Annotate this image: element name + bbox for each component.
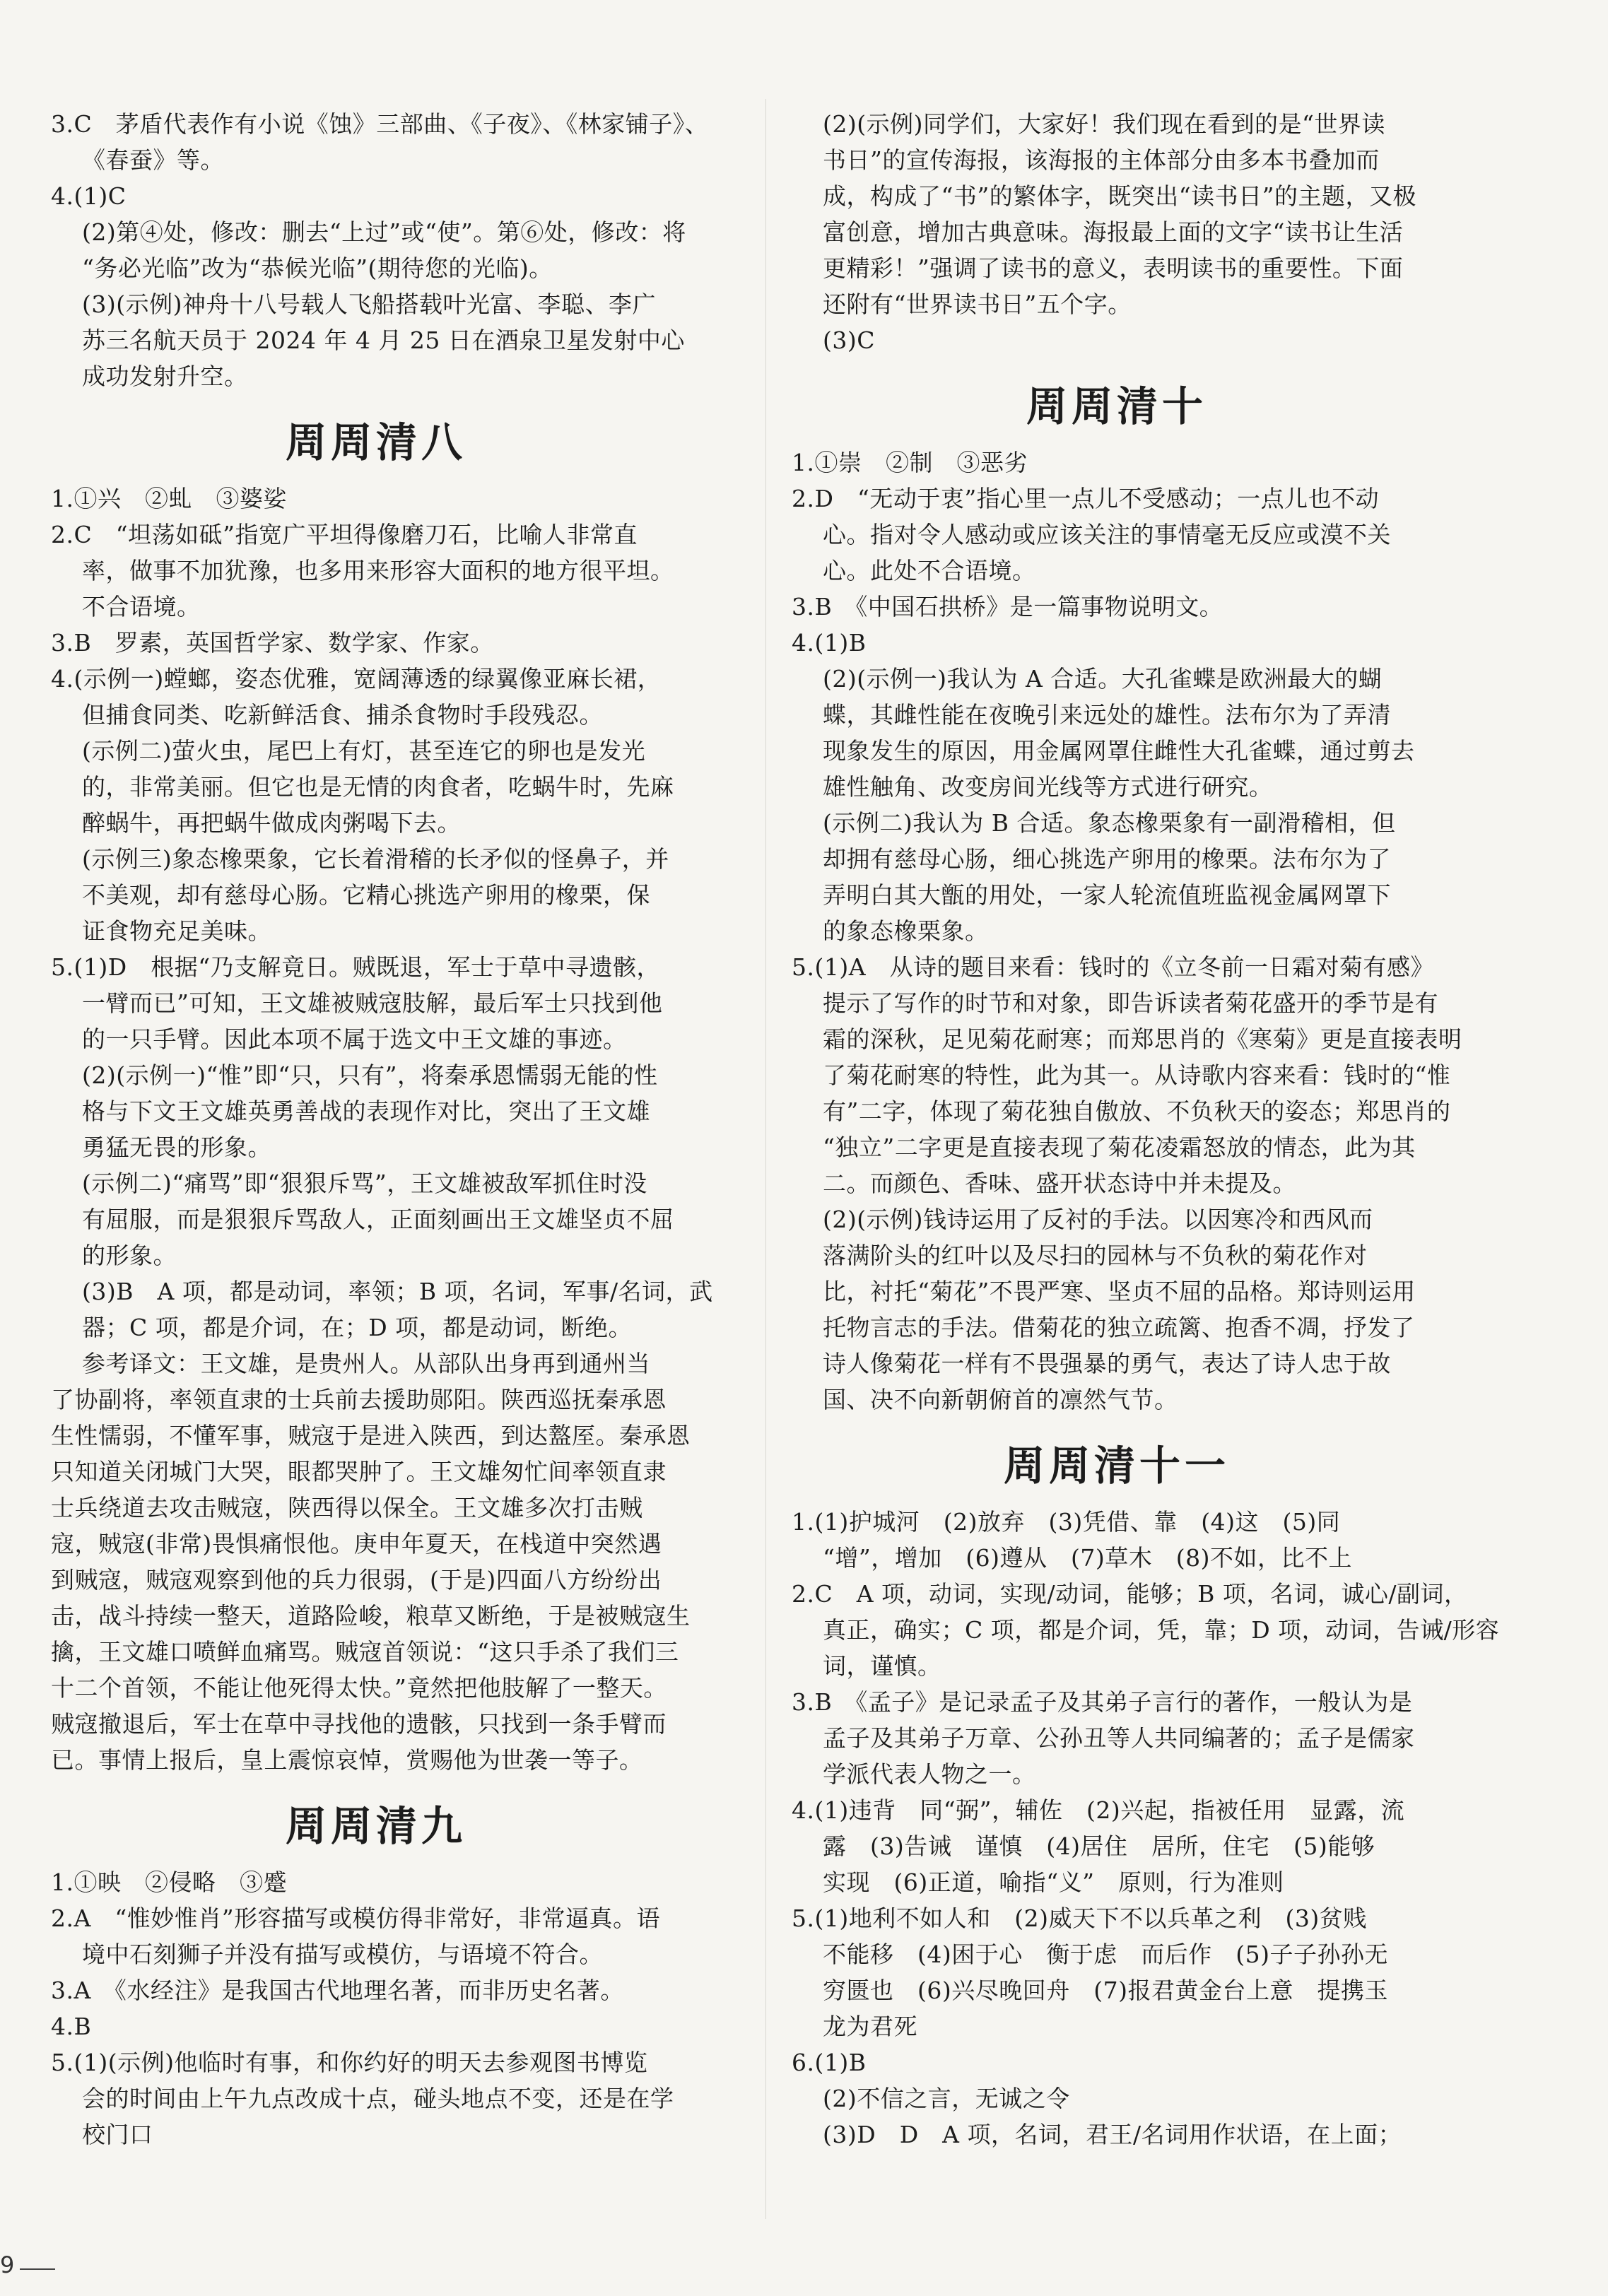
answer-line: 击，战斗持续一整天，道路险峻，粮草又断绝，于是被贼寇生: [51, 1602, 691, 1630]
answer-line: 成，构成了“书”的繁体字，既突出“读书日”的主题，又极: [823, 182, 1416, 210]
answer-line: 5.(1)A 从诗的题目来看：钱时的《立冬前一日霜对菊有感》: [792, 953, 1435, 981]
answer-line: 3.B 《孟子》是记录孟子及其弟子言行的著作，一般认为是: [792, 1688, 1413, 1716]
answer-line: 擒，王文雄口喷鲜血痛骂。贼寇首领说：“这只手杀了我们三: [51, 1638, 679, 1666]
answer-line: 的形象。: [82, 1242, 177, 1269]
answer-line: 实现 (6)正道，喻指“义” 原则，行为准则: [823, 1868, 1284, 1896]
answer-line: 4.(示例一)螳螂，姿态优雅，宽阔薄透的绿翼像亚麻长裙，: [51, 665, 662, 693]
answer-line: 的，非常美丽。但它也是无情的肉食者，吃蜗牛时，先麻: [82, 773, 674, 801]
answer-line: 了菊花耐寒的特性，此为其一。从诗歌内容来看：钱时的“惟: [823, 1061, 1451, 1089]
section-title: 周周清八: [285, 418, 466, 466]
answer-line: 贼寇撤退后，军士在草中寻找他的遗骸，只找到一条手臂而: [51, 1710, 667, 1738]
answer-line: 2.A “惟妙惟肖”形容描写或模仿得非常好，非常逼真。语: [51, 1904, 661, 1932]
answer-line: 5.(1)(示例)他临时有事，和你约好的明天去参观图书博览: [51, 2049, 648, 2076]
section-title: 周周清十: [1026, 382, 1207, 430]
answer-line: 境中石刻狮子并没有描写或模仿，与语境不符合。: [82, 1941, 603, 1968]
answer-line: 5.(1)地利不如人和 (2)威天下不以兵革之利 (3)贫贱: [792, 1904, 1367, 1932]
section-title: 周周清九: [285, 1802, 466, 1850]
answer-line: 3.B 《中国石拱桥》是一篇事物说明文。: [792, 593, 1223, 620]
answer-line: 《春蚕》等。: [82, 146, 224, 174]
answer-line: (3)D D A 项，名词，君王/名词用作状语，在上面；: [823, 2121, 1402, 2148]
answer-line: (2)(示例一)“惟”即“只，只有”，将秦承恩懦弱无能的性: [82, 1061, 658, 1089]
answer-line: (3)(示例)神舟十八号载人飞船搭载叶光富、李聪、李广: [82, 290, 656, 318]
answer-line: 孟子及其弟子万章、公孙丑等人共同编著的；孟子是儒家: [823, 1724, 1415, 1752]
answer-line: 器；C 项，都是介词，在；D 项，都是动词，断绝。: [82, 1314, 633, 1341]
answer-line: 会的时间由上午九点改成十点，碰头地点不变，还是在学: [82, 2085, 674, 2112]
answer-line: (示例二)“痛骂”即“狠狠斥骂”，王文雄被敌军抓住时没: [82, 1170, 647, 1197]
answer-line: (2)(示例)钱诗运用了反衬的手法。以因寒冷和西风而: [823, 1206, 1373, 1233]
answer-line: 托物言志的手法。借菊花的独立疏篱、抱香不凋，抒发了: [823, 1314, 1415, 1341]
answer-line: 诗人像菊花一样有不畏强暴的勇气，表达了诗人忠于故: [823, 1350, 1391, 1377]
answer-line: (2)第④处，修改：删去“上过”或“使”。第⑥处，修改：将: [82, 218, 686, 246]
answer-line: 4.B: [51, 2013, 92, 2040]
answer-line: 真正，确实；C 项，都是介词，凭，靠；D 项，动词，告诫/形容: [823, 1616, 1500, 1644]
answer-line: 词，谨慎。: [823, 1652, 941, 1680]
answer-line: 已。事情上报后，皇上震惊哀悼，赏赐他为世袭一等子。: [51, 1746, 643, 1774]
answer-line: 一臂而已”可知，王文雄被贼寇肢解，最后军士只找到他: [82, 989, 663, 1017]
answer-line: 龙为君死: [823, 2013, 917, 2040]
answer-line: 有”二字，体现了菊花独自傲放、不负秋天的姿态；郑思肖的: [823, 1097, 1451, 1125]
answer-line: 1.①映 ②侵略 ③蹙: [51, 1868, 287, 1896]
answer-line: 1.①兴 ②虬 ③婆娑: [51, 485, 287, 512]
answer-line: 苏三名航天员于 2024 年 4 月 25 日在酒泉卫星发射中心: [82, 326, 685, 354]
answer-line: 但捕食同类、吃新鲜活食、捕杀食物时手段残忍。: [82, 701, 603, 729]
page-number-dash: [20, 2268, 55, 2270]
answer-line: 2.C A 项，动词，实现/动词，能够；B 项，名词，诚心/副词，: [792, 1580, 1468, 1608]
answer-line: 勇猛无畏的形象。: [82, 1134, 271, 1161]
page-number: 9: [0, 2251, 15, 2278]
answer-line: 5.(1)D 根据“乃支解竟日。贼既退，军士于草中寻遗骸，: [51, 953, 661, 981]
answer-line: 生性懦弱，不懂军事，贼寇于是进入陕西，到达盩厔。秦承恩: [51, 1422, 691, 1449]
answer-line: 心。此处不合语境。: [823, 557, 1036, 584]
left-column: [51, 106, 713, 2153]
answer-line: 雄性触角、改变房间光线等方式进行研究。: [823, 773, 1273, 801]
answer-line: 3.A 《水经注》是我国古代地理名著，而非历史名著。: [51, 1977, 624, 2004]
answer-line: 落满阶头的红叶以及尽扫的园林与不负秋的菊花作对: [823, 1242, 1368, 1269]
answer-line: 更精彩！”强调了读书的意义，表明读书的重要性。下面: [823, 254, 1404, 282]
answer-line: 4.(1)违背 同“弼”，辅佐 (2)兴起，指被任用 显露，流: [792, 1796, 1405, 1824]
answer-line: 弄明白其大甑的用处，一家人轮流值班监视金属网罩下: [823, 881, 1391, 909]
answer-line: 4.(1)B: [792, 629, 867, 657]
answer-line: 士兵绕道去攻击贼寇，陕西得以保全。王文雄多次打击贼: [51, 1494, 643, 1521]
answer-line: 心。指对令人感动或应该关注的事情毫无反应或漠不关: [823, 521, 1391, 548]
answer-line: 却拥有慈母心肠，细心挑选产卵用的橡栗。法布尔为了: [823, 845, 1391, 873]
answer-line: 率，做事不加犹豫，也多用来形容大面积的地方很平坦。: [82, 557, 674, 584]
answer-line: “增”，增加 (6)遵从 (7)草木 (8)不如，比不上: [823, 1544, 1352, 1572]
answer-line: 现象发生的原因，用金属网罩住雌性大孔雀蝶，通过剪去: [823, 737, 1415, 765]
answer-line: 格与下文王文雄英勇善战的表现作对比，突出了王文雄: [82, 1097, 650, 1125]
column-divider: [765, 99, 766, 2219]
answer-line: 1.①崇 ②制 ③恶劣: [792, 449, 1028, 476]
right-column: [792, 106, 1500, 2153]
answer-line: (示例三)象态橡栗象，它长着滑稽的长矛似的怪鼻子，并: [82, 845, 669, 873]
section-title: 周周清十一: [1003, 1442, 1230, 1490]
answer-line: (2)(示例一)我认为 A 合适。大孔雀蝶是欧洲最大的蝴: [823, 665, 1383, 693]
answer-line: 寇，贼寇(非常)畏惧痛恨他。庚申年夏天，在栈道中突然遇: [51, 1530, 662, 1558]
answer-line: 还附有“世界读书日”五个字。: [823, 290, 1132, 318]
answer-line: 证食物充足美味。: [82, 917, 271, 945]
answer-line: 2.C “坦荡如砥”指宽广平坦得像磨刀石，比喻人非常直: [51, 521, 638, 548]
answer-line: “独立”二字更是直接表现了菊花凌霜怒放的情态，此为其: [823, 1134, 1416, 1161]
answer-line: 不美观，却有慈母心肠。它精心挑选产卵用的橡栗，保: [82, 881, 650, 909]
answer-line: 学派代表人物之一。: [823, 1760, 1036, 1788]
answer-line: 比，衬托“菊花”不畏严寒、坚贞不屈的品格。郑诗则运用: [823, 1278, 1416, 1305]
answer-line: (示例二)萤火虫，尾巴上有灯，甚至连它的卵也是发光: [82, 737, 646, 765]
answer-line: 二。而颜色、香味、盛开状态诗中并未提及。: [823, 1170, 1296, 1197]
answer-line: (3)C: [823, 326, 875, 354]
answer-line: 国、决不向新朝俯首的凛然气节。: [823, 1386, 1178, 1413]
answer-line: “务必光临”改为“恭候光临”(期待您的光临)。: [82, 254, 553, 282]
answer-line: 十二个首领，不能让他死得太快。”竟然把他肢解了一整天。: [51, 1674, 667, 1702]
answer-line: 富创意，增加古典意味。海报最上面的文字“读书让生活: [823, 218, 1404, 246]
answer-line: (2)(示例)同学们，大家好！我们现在看到的是“世界读: [823, 110, 1385, 138]
answer-line: 霜的深秋，足见菊花耐寒；而郑思肖的《寒菊》更是直接表明: [823, 1025, 1462, 1053]
answer-line: 3.B 罗素，英国哲学家、数学家、作家。: [51, 629, 494, 657]
answer-line: 的一只手臂。因此本项不属于选文中王文雄的事迹。: [82, 1025, 627, 1053]
answer-line: 了协副将，率领直隶的士兵前去援助郧阳。陕西巡抚秦承恩: [51, 1386, 667, 1413]
answer-line: 有屈服，而是狠狠斥骂敌人，正面刻画出王文雄坚贞不屈: [82, 1206, 674, 1233]
answer-line: (示例二)我认为 B 合适。象态橡栗象有一副滑稽相，但: [823, 809, 1396, 837]
answer-line: 3.C 茅盾代表作有小说《蚀》三部曲、《子夜》、《林家铺子》、: [51, 110, 709, 138]
answer-line: 醉蜗牛，再把蜗牛做成肉粥喝下去。: [82, 809, 461, 837]
answer-line: 到贼寇，贼寇观察到他的兵力很弱，(于是)四面八方纷纷出: [51, 1566, 662, 1594]
answer-line: 1.(1)护城河 (2)放弃 (3)凭借、靠 (4)这 (5)同: [792, 1508, 1341, 1536]
answer-line: 只知道关闭城门大哭，眼都哭肿了。王文雄匆忙间率领直隶: [51, 1458, 667, 1485]
answer-line: 穷匮也 (6)兴尽晚回舟 (7)报君黄金台上意 提携玉: [823, 1977, 1388, 2004]
answer-line: 校门口: [82, 2121, 153, 2148]
answer-line: 4.(1)C: [51, 182, 127, 210]
answer-line: (2)不信之言，无诚之令: [823, 2085, 1070, 2112]
answer-line: 成功发射升空。: [82, 363, 248, 390]
answer-line: 露 (3)告诫 谨慎 (4)居住 居所，住宅 (5)能够: [823, 1832, 1375, 1860]
answer-line: 不合语境。: [82, 593, 201, 620]
answer-line: 提示了写作的时节和对象，即告诉读者菊花盛开的季节是有: [823, 989, 1438, 1017]
answer-line: (3)B A 项，都是动词，率领；B 项，名词，军事/名词，武: [82, 1278, 713, 1305]
answer-line: 参考译文：王文雄，是贵州人。从部队出身再到通州当: [82, 1350, 650, 1377]
answer-line: 蝶，其雌性能在夜晚引来远处的雄性。法布尔为了弄清: [823, 701, 1391, 729]
answer-line: 不能移 (4)困于心 衡于虑 而后作 (5)子子孙孙无: [823, 1941, 1388, 1968]
answer-line: 2.D “无动于衷”指心里一点儿不受感动；一点儿也不动: [792, 485, 1380, 512]
answer-line: 6.(1)B: [792, 2049, 867, 2076]
answer-line: 书日”的宣传海报，该海报的主体部分由多本书叠加而: [823, 146, 1380, 174]
answer-line: 的象态橡栗象。: [823, 917, 989, 945]
